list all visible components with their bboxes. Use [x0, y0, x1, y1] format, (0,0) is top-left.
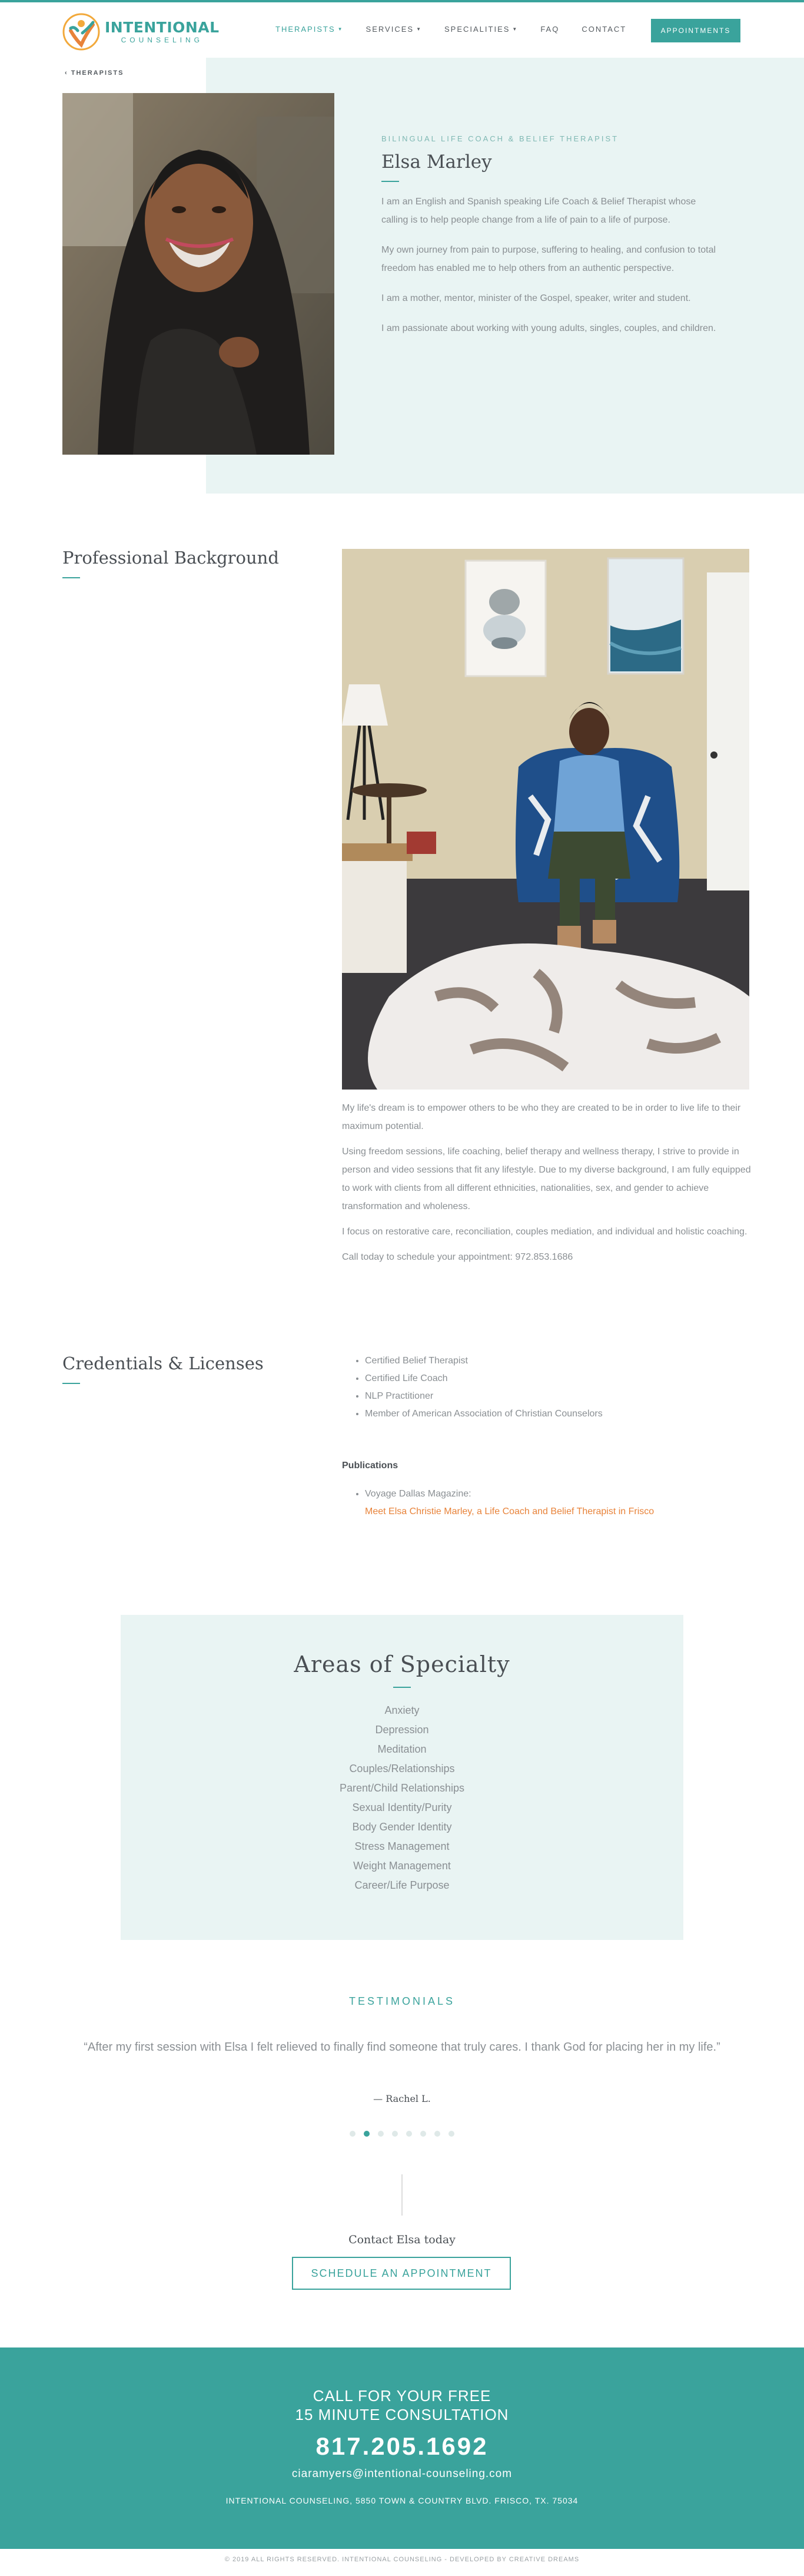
- nav-faq[interactable]: [540, 25, 559, 34]
- section-divider: [62, 1383, 80, 1384]
- testimonial-author: — Rachel L.: [373, 2093, 431, 2104]
- testimonial-quote: “After my first session with Elsa I felt relieved to finally find someone that truly cares. I thank God for placing her in my life.”: [84, 2041, 720, 2054]
- carousel-dot[interactable]: [350, 2131, 356, 2137]
- office-photo: [342, 549, 749, 1090]
- back-to-therapists-link[interactable]: [65, 69, 124, 77]
- appointments-button[interactable]: APPOINTMENTS: [651, 19, 740, 42]
- section-divider: [62, 577, 80, 578]
- schedule-appointment-button[interactable]: SCHEDULE AN APPOINTMENT: [292, 2257, 511, 2290]
- specialty-item: Body Gender Identity: [352, 1821, 452, 1833]
- hero-paragraph: I am an English and Spanish speaking Life Coach & Belief Therapist whose calling is to help people change from a life of pain to a life of purpose.: [381, 197, 696, 225]
- specialty-item: Weight Management: [353, 1860, 451, 1872]
- list-item: • Certified Life Coach: [365, 1370, 603, 1388]
- site-header: [0, 0, 804, 58]
- specialty-item: Depression: [375, 1724, 429, 1736]
- carousel-dot-active[interactable]: [364, 2131, 370, 2137]
- therapist-portrait-photo: [62, 93, 334, 455]
- list-item: • Member of American Association of Christian Counselors: [365, 1405, 603, 1423]
- professional-background-text: [342, 1099, 754, 1273]
- site-logo[interactable]: [62, 13, 220, 51]
- specialty-item: Career/Life Purpose: [354, 1879, 450, 1891]
- nav-services[interactable]: [366, 25, 422, 34]
- list-item: [365, 1485, 742, 1521]
- specialty-panel: [121, 1615, 683, 1940]
- caret-down-icon: ▼: [416, 27, 422, 32]
- site-footer: [0, 2347, 804, 2549]
- footer-call-line-2: 15 MINUTE CONSULTATION: [295, 2406, 509, 2423]
- specialty-item: Meditation: [377, 1743, 427, 1755]
- main-nav: [275, 25, 649, 34]
- credentials-title: Credentials & Licenses: [62, 1353, 264, 1373]
- list-item: • NLP Practitioner: [365, 1388, 603, 1405]
- caret-down-icon: ▼: [337, 27, 344, 32]
- carousel-dot[interactable]: [406, 2131, 412, 2137]
- therapist-role: BILINGUAL LIFE COACH & BELIEF THERAPIST: [381, 134, 619, 143]
- title-divider: [381, 181, 399, 182]
- back-link-label: THERAPISTS: [71, 69, 124, 77]
- logo-figure-icon: [62, 13, 100, 51]
- nav-contact-label: CONTACT: [582, 25, 627, 34]
- hero-text: [381, 134, 717, 337]
- footer-email-link[interactable]: ciaramyers@intentional-counseling.com: [291, 2468, 513, 2480]
- specialty-item: Sexual Identity/Purity: [352, 1802, 452, 1813]
- nav-therapists[interactable]: [275, 25, 344, 34]
- hero-paragraph: My own journey from pain to purpose, suffering to healing, and confusion to total freedom has enabled me to help others from an authentic perspective.: [381, 245, 716, 273]
- specialty-item: Couples/Relationships: [349, 1763, 455, 1774]
- logo-title: INTENTIONAL: [105, 19, 220, 36]
- footer-call-line-1: CALL FOR YOUR FREE: [313, 2387, 491, 2405]
- list-item: • Certified Belief Therapist: [365, 1352, 603, 1370]
- nav-services-label: SERVICES: [366, 25, 414, 34]
- caret-down-icon: ▼: [512, 27, 519, 32]
- hero-paragraph: I am passionate about working with young adults, singles, couples, and children.: [381, 323, 716, 333]
- background-paragraph: Call today to schedule your appointment: 972.853.1686: [342, 1252, 573, 1262]
- nav-therapists-label: THERAPISTS: [275, 25, 335, 34]
- divider-line: [401, 2174, 403, 2216]
- nav-specialities[interactable]: [444, 25, 518, 34]
- footer-address: INTENTIONAL COUNSELING, 5850 TOWN & COUNTRY BLVD. FRISCO, TX. 75034: [225, 2496, 579, 2505]
- hero-paragraph: I am a mother, mentor, minister of the Gospel, speaker, writer and student.: [381, 293, 691, 303]
- specialty-item: Anxiety: [384, 1704, 420, 1716]
- nav-specialities-label: SPECIALITIES: [444, 25, 510, 34]
- publications-title: Publications: [342, 1461, 398, 1471]
- carousel-dot[interactable]: [378, 2131, 384, 2137]
- carousel-dot[interactable]: [392, 2131, 398, 2137]
- chevron-left-icon: ‹: [65, 69, 71, 77]
- background-paragraph: Using freedom sessions, life coaching, belief therapy and wellness therapy, I strive to provide in person and video sessions that fit any lifestyle. Due to my diverse background, I am fully equipped to work with clients from all different ethnicities, nationalities, sex, and gender to achieve transformation and wholeness.: [342, 1147, 751, 1211]
- carousel-dot[interactable]: [434, 2131, 440, 2137]
- credentials-list: [365, 1352, 603, 1423]
- copyright-text: © 2019 ALL RIGHTS RESERVED. INTENTIONAL COUNSELING - DEVELOPED BY CREATIVE DREAMS: [224, 2556, 580, 2563]
- carousel-dot[interactable]: [420, 2131, 426, 2137]
- carousel-dots: [0, 2131, 804, 2137]
- carousel-dot[interactable]: [448, 2131, 454, 2137]
- publication-source: Voyage Dallas Magazine:: [365, 1489, 471, 1499]
- nav-contact[interactable]: [582, 25, 626, 34]
- nav-faq-label: FAQ: [540, 25, 560, 34]
- contact-label: Contact Elsa today: [348, 2233, 456, 2246]
- specialty-item: Parent/Child Relationships: [339, 1782, 465, 1794]
- therapist-name: Elsa Marley: [381, 151, 492, 173]
- specialty-item: Stress Management: [354, 1840, 450, 1852]
- professional-background-title: Professional Background: [62, 548, 279, 568]
- footer-phone-link[interactable]: 817.205.1692: [315, 2432, 489, 2460]
- section-divider: [393, 1687, 411, 1688]
- publication-link[interactable]: Meet Elsa Christie Marley, a Life Coach and Belief Therapist in Frisco: [365, 1506, 655, 1517]
- publications-list: [365, 1485, 742, 1521]
- testimonials-title: TESTIMONIALS: [348, 1995, 456, 2007]
- background-paragraph: My life's dream is to empower others to be who they are created to be in order to live life to their maximum potential.: [342, 1103, 741, 1131]
- background-paragraph: I focus on restorative care, reconciliation, couples mediation, and individual and holistic coaching.: [342, 1227, 747, 1237]
- specialty-title: Areas of Specialty: [294, 1651, 510, 1677]
- logo-subtitle: COUNSELING: [121, 36, 203, 44]
